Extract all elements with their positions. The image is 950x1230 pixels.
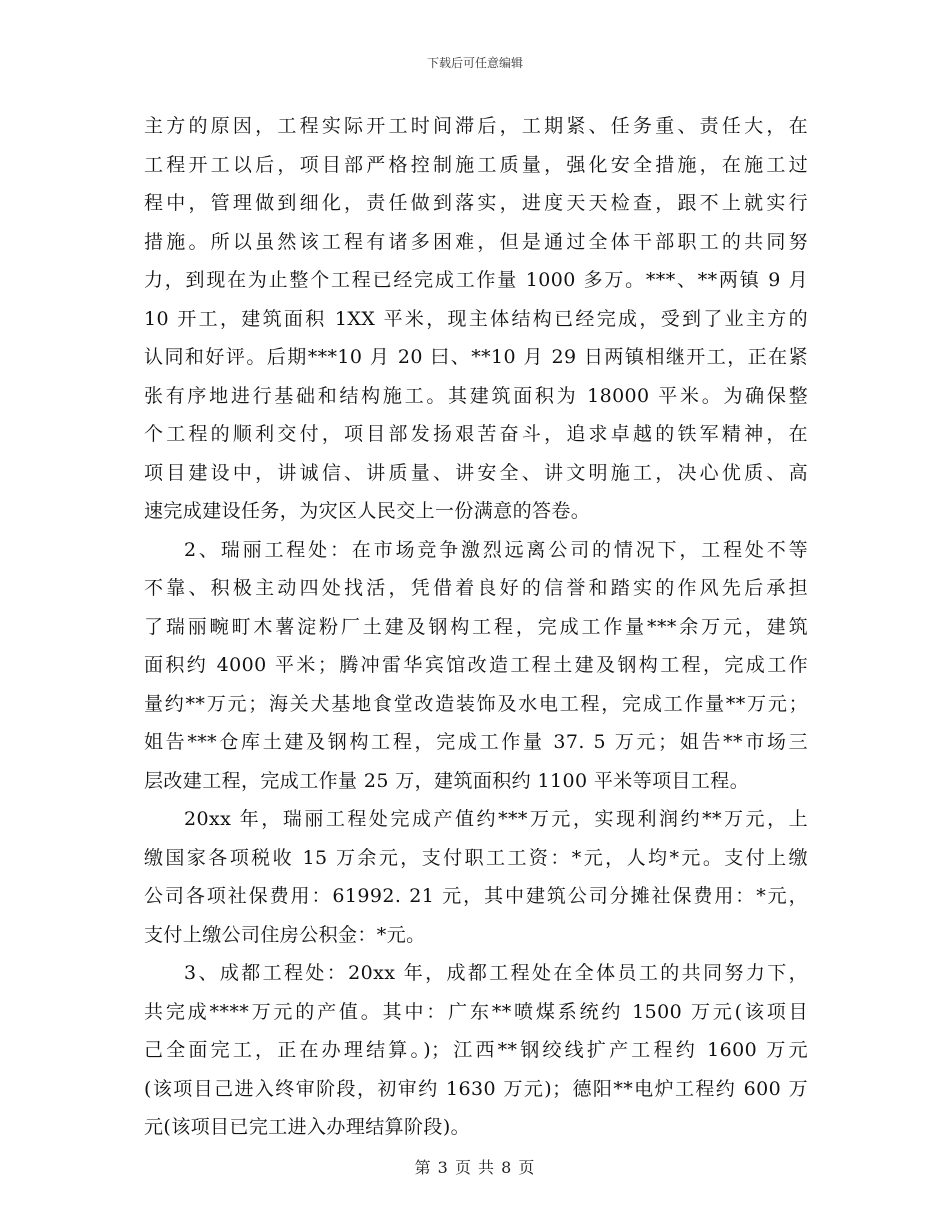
text-line: 层改建工程，完成工作量 25 万，建筑面积约 1100 平米等项目工程。	[144, 769, 750, 792]
text-line: 共完成****万元的产值。其中：广东**喷煤系统约 1500 万元(该项目	[144, 1000, 808, 1023]
text-line: 工程开工以后，项目部严格控制施工质量，强化安全措施，在施工过	[144, 153, 808, 176]
paragraph-2	[144, 538, 808, 808]
paragraph-4	[144, 961, 808, 1154]
text-line: 3、成都工程处：20xx 年，成都工程处在全体员工的共同努力下，	[184, 962, 808, 984]
text-line: (该项目己进入终审阶段，初审约 1630 万元)；德阳**电炉工程约 600 万	[144, 1077, 808, 1100]
text-line: 元(该项目已完工进入办理结算阶段)。	[144, 1116, 471, 1138]
paragraph-1	[144, 114, 808, 538]
document-body	[144, 114, 808, 1154]
text-line: 认同和好评。后期***10 月 20 曰、**10 月 29 日两镇相继开工，正在紧	[144, 346, 808, 368]
text-line: 了瑞丽畹町木薯淀粉厂土建及钢构工程，完成工作量***余万元，建筑	[144, 615, 808, 638]
text-line: 支付上缴公司住房公积金：*元。	[144, 923, 426, 946]
page-number: 第 3 页 共 8 页	[414, 1158, 536, 1177]
text-line: 面积约 4000 平米；腾冲雷华宾馆改造工程土建及钢构工程，完成工作	[144, 654, 808, 676]
text-line: 个工程的顺利交付，项目部发扬艰苦奋斗，追求卓越的铁军精神，在	[144, 423, 808, 445]
text-line: 量约**万元；海关犬基地食堂改造装饰及水电工程，完成工作量**万元；	[144, 692, 808, 715]
text-line: 缴国家各项税收 15 万余元，支付职工工资：*元，人均*元。支付上缴	[144, 846, 808, 869]
text-line: 项目建设中，讲诚信、讲质量、讲安全、讲文明施工，决心优质、高	[144, 461, 808, 484]
text-line: 张有序地进行基础和结构施工。其建筑面积为 18000 平米。为确保整	[144, 384, 808, 407]
text-line: 主方的原因，工程实际开工时间滞后，工期紧、任务重、责任大，在	[144, 115, 808, 137]
text-line: 20xx 年，瑞丽工程处完成产值约***万元，实现利润约**万元，上	[184, 808, 808, 830]
text-line: 措施。所以虽然该工程有诸多困难，但是通过全体干部职工的共同努	[144, 230, 808, 253]
text-line: 程中，管理做到细化，责任做到落实，进度天天检查，跟不上就实行	[144, 192, 808, 214]
text-line: 速完成建设任务，为灾区人民交上一份满意的答卷。	[144, 500, 591, 522]
text-line: 10 开工，建筑面积 1XX 平米，现主体结构已经完成，受到了业主方的	[144, 307, 808, 330]
text-line: 不靠、积极主动四处找活，凭借着良好的信誉和踏实的作风先后承担	[144, 577, 808, 599]
paragraph-3	[144, 807, 808, 961]
text-line: 姐告***仓库土建及钢构工程，完成工作量 37. 5 万元；姐告**市场三	[144, 731, 808, 753]
text-line: 力，到现在为止整个工程已经完成工作量 1000 多万。***、**两镇 9 月	[144, 269, 808, 291]
text-line: 2、瑞丽工程处：在市场竞争激烈远离公司的情况下，工程处不等	[184, 538, 808, 561]
text-line: 己全面完工，正在办理结算。)；江西**钢绞线扩产工程约 1600 万元	[144, 1039, 808, 1061]
text-line: 公司各项社保费用：61992. 21 元，其中建筑公司分摊社保费用：*元，	[144, 885, 808, 907]
page-header: 下载后可任意编辑	[426, 56, 523, 70]
